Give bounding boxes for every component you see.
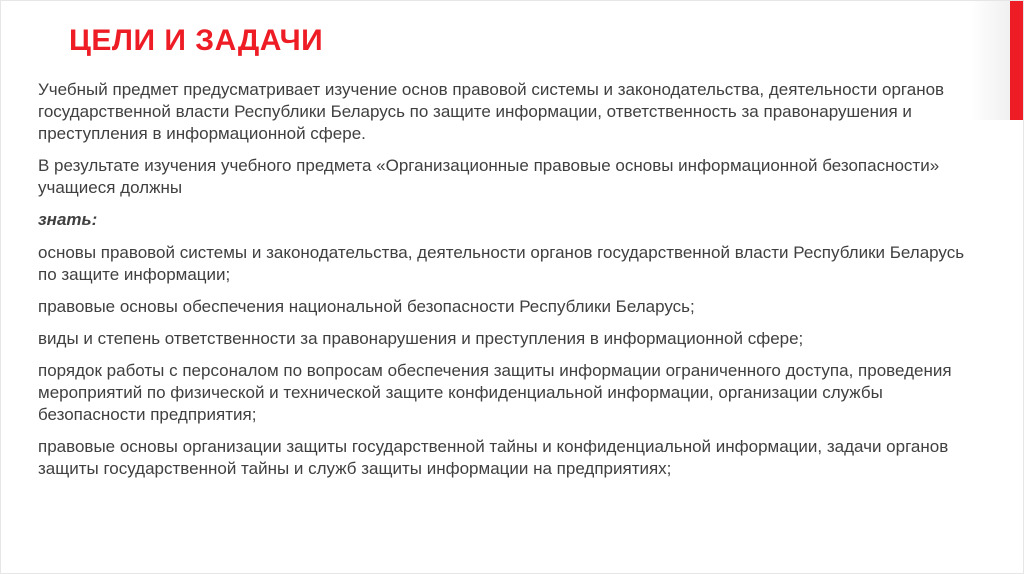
slide-title: ЦЕЛИ И ЗАДАЧИ bbox=[69, 24, 324, 57]
intro-paragraph: Учебный предмет предусматривает изучение основ правовой системы и законодательства, деятельности органов государственной власти Республики Беларусь по защите информации, ответственность за правонарушения и преступления в информационной сфере. bbox=[38, 80, 945, 143]
knowledge-item-responsibility: виды и степень ответственности за правонарушения и преступления в информационной сфере; bbox=[38, 329, 804, 348]
slide-body bbox=[38, 79, 978, 490]
knowledge-item-national-security: правовые основы обеспечения национальной безопасности Республики Беларусь; bbox=[38, 297, 695, 316]
know-heading: знать: bbox=[38, 210, 98, 229]
result-paragraph: В результате изучения учебного предмета «Организационные правовые основы информационной безопасности» учащиеся должны bbox=[38, 156, 940, 197]
knowledge-item-personnel: порядок работы с персоналом по вопросам обеспечения защиты информации ограниченного доступа, проведения мероприятий по физической и технической защите конфиденциальной информации, организации службы безопасности предприятия; bbox=[38, 361, 952, 424]
red-accent-bar bbox=[1010, 0, 1024, 120]
knowledge-item-state-secret: правовые основы организации защиты государственной тайны и конфиденциальной информации, задачи органов защиты государственной тайны и служб защиты информации на предприятиях; bbox=[38, 437, 949, 478]
knowledge-item-legal-system: основы правовой системы и законодательства, деятельности органов государственной власти Республики Беларусь по защите информации; bbox=[38, 243, 965, 284]
